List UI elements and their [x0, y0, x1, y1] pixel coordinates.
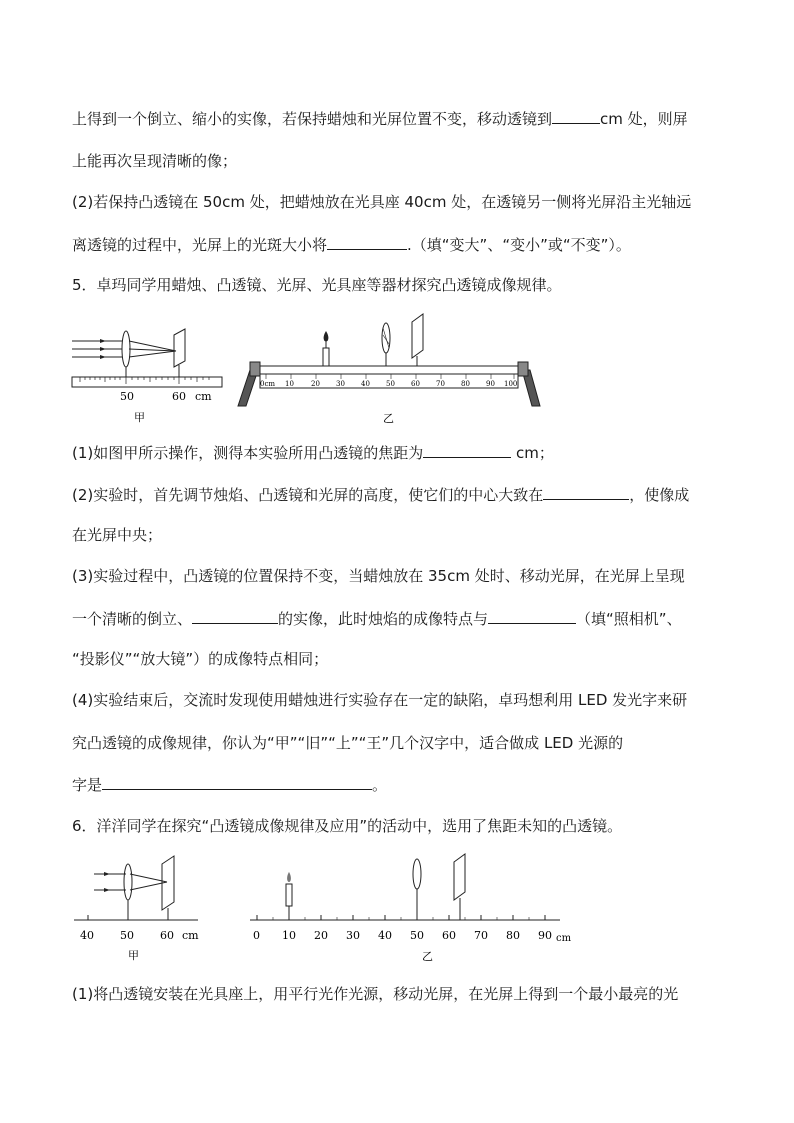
- light-ray: [129, 351, 176, 357]
- figure-caption: 乙: [422, 950, 433, 963]
- q5-text: 。: [372, 776, 388, 794]
- light-screen: [454, 854, 465, 900]
- tick-label: 50: [120, 390, 134, 403]
- figure-caption: 甲: [134, 411, 145, 424]
- q6-figure-a: [72, 852, 212, 967]
- figure-caption: 甲: [128, 949, 139, 962]
- q5-text: 一个清晰的倒立、: [72, 610, 193, 628]
- q5-part1: [72, 442, 554, 463]
- tick-label: 10: [282, 929, 296, 942]
- tick-label: 40: [361, 380, 370, 388]
- q5-text: cm；: [516, 444, 554, 462]
- tick-label: 80: [506, 929, 520, 942]
- tick-label: 30: [346, 929, 360, 942]
- answer-blank[interactable]: [488, 608, 576, 624]
- tick-label: cm: [182, 929, 199, 942]
- q5-part3-line3: “投影仪”“放大镜”）的成像特点相同；: [72, 650, 329, 668]
- optical-bench: [72, 377, 222, 387]
- q4-part2-line2: [72, 234, 631, 255]
- tick-label: 20: [314, 929, 328, 942]
- q5-figure-b: [236, 310, 546, 430]
- tick-label: 90: [486, 380, 495, 388]
- q4-line2: 上能再次呈现清晰的像；: [72, 152, 238, 170]
- q5-text: （填“照相机”、: [576, 610, 682, 628]
- tick-label: 40: [80, 929, 94, 942]
- q4-text: 上得到一个倒立、缩小的实像，若保持蜡烛和光屏位置不变，移动透镜到: [72, 110, 553, 128]
- light-screen: [412, 314, 423, 358]
- flame: [287, 872, 291, 882]
- q6-title: 6．洋洋同学在探究“凸透镜成像规律及应用”的活动中，选用了焦距未知的凸透镜。: [72, 817, 623, 835]
- figure-caption: 乙: [383, 412, 394, 425]
- tick-label: 60: [160, 929, 174, 942]
- light-ray: [130, 874, 167, 882]
- tick-label: 50: [120, 929, 134, 942]
- tick-label: 60: [442, 929, 456, 942]
- q5-text: (2)实验时，首先调节烛焰、凸透镜和光屏的高度，使它们的中心大致在: [72, 486, 544, 504]
- q4-text: .（填“变大”、“变小”或“不变”）。: [407, 236, 631, 254]
- flame: [324, 332, 328, 341]
- q6-figure-b: [248, 852, 588, 967]
- q5-part2-line2: 在光屏中央；: [72, 526, 163, 544]
- convex-lens: [413, 859, 421, 889]
- answer-blank[interactable]: [423, 442, 511, 458]
- q5-text: (1)如图甲所示操作，测得本实验所用凸透镜的焦距为: [72, 444, 424, 462]
- q4-text: 离透镜的过程中，光屏上的光斑大小将: [72, 236, 328, 254]
- answer-blank[interactable]: [543, 484, 629, 500]
- tick-label: 0: [253, 929, 260, 942]
- q6-part1: (1)将凸透镜安装在光具座上，用平行光作光源，移动光屏，在光屏上得到一个最小最亮的光: [72, 985, 679, 1003]
- tick-label: 30: [336, 380, 345, 388]
- candle: [323, 348, 329, 366]
- q5-part3-line1: (3)实验过程中，凸透镜的位置保持不变，当蜡烛放在 35cm 处时、移动光屏，在光屏上呈现: [72, 567, 685, 585]
- tick-label: 70: [474, 929, 488, 942]
- tick-label: 90: [538, 929, 552, 942]
- q5-part4-line1: (4)实验结束后，交流时发现使用蜡烛进行实验存在一定的缺陷，卓玛想利用 LED 发光字来研: [72, 691, 688, 709]
- tick-label: 20: [311, 380, 320, 388]
- convex-lens: [122, 331, 130, 367]
- tick-label: 80: [461, 380, 470, 388]
- answer-blank[interactable]: [327, 234, 407, 250]
- candle: [286, 884, 292, 906]
- tick-label: 60: [411, 380, 420, 388]
- q5-figure-a: [70, 325, 230, 430]
- q5-title: 5．卓玛同学用蜡烛、凸透镜、光屏、光具座等器材探究凸透镜成像规律。: [72, 276, 562, 294]
- tick-label: 50: [386, 380, 395, 388]
- q5-part4-line3: [72, 774, 387, 795]
- q5-text: ，使像成: [629, 486, 690, 504]
- convex-lens: [124, 864, 132, 900]
- q5-text: 的实像，此时烛焰的成像特点与: [278, 610, 489, 628]
- tick-label: cm: [556, 933, 572, 944]
- bench-end: [518, 362, 528, 376]
- tick-label: 10: [285, 380, 294, 388]
- q5-text: 字是: [72, 776, 103, 794]
- light-screen: [174, 329, 185, 367]
- tick-label: 60: [172, 390, 186, 403]
- tick-label: 50: [410, 929, 424, 942]
- tick-label: 70: [436, 380, 445, 388]
- tick-label: 40: [378, 929, 392, 942]
- tick-label: cm: [195, 390, 212, 403]
- q5-part4-line2: 究凸透镜的成像规律，你认为“甲”“旧”“上”“王”几个汉字中，适合做成 LED 光源的: [72, 734, 624, 752]
- optical-bench-rail: [260, 366, 518, 374]
- light-ray: [130, 882, 167, 890]
- tick-label: 100: [504, 380, 518, 388]
- q4-part2-line1: (2)若保持凸透镜在 50cm 处，把蜡烛放在光具座 40cm 处，在透镜另一侧将光屏沿主光轴远: [72, 193, 692, 211]
- q5-part3-line2: [72, 608, 682, 629]
- q4-text: cm 处，则屏: [600, 110, 688, 128]
- q4-line1: [72, 108, 688, 129]
- answer-blank[interactable]: [552, 108, 600, 124]
- tick-label: 0cm: [260, 380, 276, 388]
- bench-end: [250, 362, 260, 376]
- answer-blank[interactable]: [102, 774, 372, 790]
- q5-part2-line1: [72, 484, 689, 505]
- answer-blank[interactable]: [192, 608, 278, 624]
